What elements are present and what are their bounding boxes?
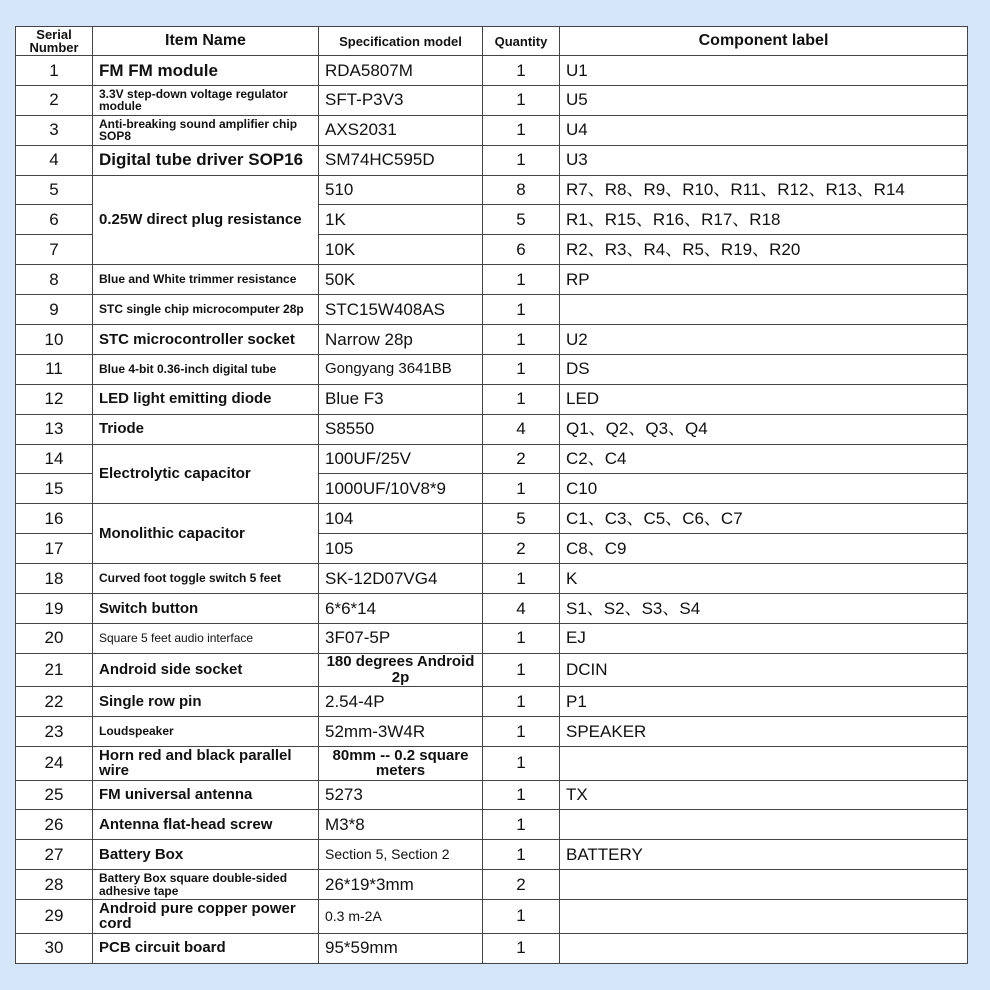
quantity-cell: 1 [483,933,560,963]
component-label-cell: C8、C9 [560,534,968,564]
spec-cell: SK-12D07VG4 [319,564,483,594]
table-row [16,414,968,444]
spec-cell: Gongyang 3641BB [319,354,483,384]
table-row [16,175,968,205]
spec-cell: 510 [319,175,483,205]
component-label-cell: C1、C3、C5、C6、C7 [560,504,968,534]
spec-cell: 80mm -- 0.2 square meters [319,747,483,781]
component-label-cell: U5 [560,85,968,115]
serial-cell: 14 [16,444,93,474]
spec-cell: 3F07-5P [319,623,483,653]
component-label-cell: DS [560,354,968,384]
spec-cell: M3*8 [319,810,483,840]
item-name-cell: Triode [93,414,319,444]
table-row [16,687,968,717]
table-row [16,444,968,474]
spec-cell: Section 5, Section 2 [319,840,483,870]
serial-cell: 8 [16,265,93,295]
quantity-cell: 4 [483,414,560,444]
table-row [16,85,968,115]
quantity-cell: 2 [483,534,560,564]
serial-cell: 30 [16,933,93,963]
table-row [16,504,968,534]
table-row [16,56,968,86]
table-row [16,265,968,295]
quantity-cell: 1 [483,810,560,840]
spec-cell: Blue F3 [319,384,483,414]
item-name-cell: STC microcontroller socket [93,325,319,355]
table-row [16,747,968,781]
serial-cell: 16 [16,504,93,534]
serial-cell: 19 [16,594,93,624]
spec-cell: 180 degrees Android 2p [319,653,483,687]
component-label-cell [560,295,968,325]
serial-cell: 3 [16,115,93,145]
quantity-cell: 1 [483,325,560,355]
table-row [16,810,968,840]
component-label-cell: R7、R8、R9、R10、R11、R12、R13、R14 [560,175,968,205]
quantity-cell: 1 [483,840,560,870]
spec-cell: 5273 [319,780,483,810]
spec-cell: 1K [319,205,483,235]
quantity-cell: 1 [483,474,560,504]
quantity-cell: 1 [483,780,560,810]
spec-cell: 105 [319,534,483,564]
spec-cell: AXS2031 [319,115,483,145]
quantity-cell: 1 [483,564,560,594]
item-name-cell: FM universal antenna [93,780,319,810]
table-row [16,870,968,900]
table-row [16,717,968,747]
table-row [16,933,968,963]
component-label-cell: U3 [560,145,968,175]
spec-cell: 0.3 m-2A [319,900,483,934]
spec-cell: SM74HC595D [319,145,483,175]
quantity-cell: 2 [483,444,560,474]
table-row [16,653,968,687]
quantity-cell: 5 [483,504,560,534]
item-name-cell: FM FM module [93,56,319,86]
quantity-cell: 5 [483,205,560,235]
item-name-cell: Curved foot toggle switch 5 feet [93,564,319,594]
serial-cell: 26 [16,810,93,840]
spec-cell: 2.54-4P [319,687,483,717]
serial-cell: 15 [16,474,93,504]
table-row [16,564,968,594]
component-label-cell: BATTERY [560,840,968,870]
quantity-cell: 1 [483,295,560,325]
spec-cell: 10K [319,235,483,265]
component-label-cell: U1 [560,56,968,86]
serial-cell: 13 [16,414,93,444]
serial-cell: 2 [16,85,93,115]
item-name-cell: Horn red and black parallel wire [93,747,319,781]
item-name-cell: Loudspeaker [93,717,319,747]
serial-cell: 28 [16,870,93,900]
item-name-cell: Single row pin [93,687,319,717]
spec-cell: 100UF/25V [319,444,483,474]
serial-cell: 6 [16,205,93,235]
item-name-cell: Battery Box square double-sided adhesive tape [93,870,319,900]
quantity-cell: 4 [483,594,560,624]
item-name-cell: Antenna flat-head screw [93,810,319,840]
component-label-cell: S1、S2、S3、S4 [560,594,968,624]
table-row [16,295,968,325]
component-label-cell [560,900,968,934]
spec-cell: 26*19*3mm [319,870,483,900]
header-specification-model: Specification model [319,27,483,56]
item-name-cell: Battery Box [93,840,319,870]
component-label-cell: C2、C4 [560,444,968,474]
table-row [16,623,968,653]
component-label-cell: TX [560,780,968,810]
component-label-cell: Q1、Q2、Q3、Q4 [560,414,968,444]
component-label-cell: U4 [560,115,968,145]
table-row [16,594,968,624]
item-name-cell: Android pure copper power cord [93,900,319,934]
serial-cell: 18 [16,564,93,594]
serial-cell: 27 [16,840,93,870]
component-label-cell: P1 [560,687,968,717]
serial-cell: 5 [16,175,93,205]
spec-cell: 52mm-3W4R [319,717,483,747]
table-row [16,115,968,145]
quantity-cell: 1 [483,265,560,295]
table-row [16,840,968,870]
serial-cell: 11 [16,354,93,384]
serial-cell: 7 [16,235,93,265]
quantity-cell: 8 [483,175,560,205]
component-label-cell: DCIN [560,653,968,687]
item-name-cell: LED light emitting diode [93,384,319,414]
item-name-cell: Blue 4-bit 0.36-inch digital tube [93,354,319,384]
spec-cell: STC15W408AS [319,295,483,325]
table-row [16,780,968,810]
item-name-cell: 3.3V step-down voltage regulator module [93,85,319,115]
component-label-cell: R2、R3、R4、R5、R19、R20 [560,235,968,265]
item-name-cell: Android side socket [93,653,319,687]
spec-cell: Narrow 28p [319,325,483,355]
serial-cell: 9 [16,295,93,325]
quantity-cell: 1 [483,717,560,747]
serial-cell: 10 [16,325,93,355]
header-quantity: Quantity [483,27,560,56]
spec-cell: S8550 [319,414,483,444]
component-label-cell: U2 [560,325,968,355]
quantity-cell: 1 [483,354,560,384]
quantity-cell: 2 [483,870,560,900]
serial-cell: 21 [16,653,93,687]
spec-cell: RDA5807M [319,56,483,86]
serial-cell: 22 [16,687,93,717]
quantity-cell: 1 [483,56,560,86]
item-name-cell: PCB circuit board [93,933,319,963]
spec-cell: 1000UF/10V8*9 [319,474,483,504]
bill-of-materials-table [15,26,968,964]
header-item-name: Item Name [93,27,319,56]
item-name-cell: Monolithic capacitor [93,504,319,564]
serial-cell: 4 [16,145,93,175]
serial-cell: 1 [16,56,93,86]
spec-cell: 95*59mm [319,933,483,963]
item-name-cell: Square 5 feet audio interface [93,623,319,653]
item-name-cell: Digital tube driver SOP16 [93,145,319,175]
item-name-cell: STC single chip microcomputer 28p [93,295,319,325]
serial-cell: 17 [16,534,93,564]
spec-cell: SFT-P3V3 [319,85,483,115]
spec-cell: 50K [319,265,483,295]
serial-cell: 25 [16,780,93,810]
item-name-cell: Anti-breaking sound amplifier chip SOP8 [93,115,319,145]
quantity-cell: 1 [483,85,560,115]
quantity-cell: 1 [483,115,560,145]
item-name-cell: Electrolytic capacitor [93,444,319,504]
serial-cell: 20 [16,623,93,653]
quantity-cell: 1 [483,687,560,717]
component-label-cell: EJ [560,623,968,653]
spec-cell: 104 [319,504,483,534]
quantity-cell: 1 [483,384,560,414]
component-label-cell: SPEAKER [560,717,968,747]
table-row [16,900,968,934]
quantity-cell: 1 [483,653,560,687]
component-label-cell: C10 [560,474,968,504]
component-label-cell [560,747,968,781]
header-serial-number: Serial Number [16,27,93,56]
item-name-cell: 0.25W direct plug resistance [93,175,319,265]
table-row [16,384,968,414]
component-label-cell [560,810,968,840]
header-row [16,27,968,56]
serial-cell: 23 [16,717,93,747]
item-name-cell: Switch button [93,594,319,624]
table-row [16,354,968,384]
header-component-label: Component label [560,27,968,56]
component-label-cell [560,933,968,963]
component-label-cell: LED [560,384,968,414]
quantity-cell: 1 [483,747,560,781]
table-row [16,325,968,355]
serial-cell: 29 [16,900,93,934]
table-row [16,145,968,175]
serial-cell: 24 [16,747,93,781]
quantity-cell: 1 [483,900,560,934]
quantity-cell: 1 [483,623,560,653]
quantity-cell: 1 [483,145,560,175]
component-label-cell [560,870,968,900]
component-label-cell: RP [560,265,968,295]
component-label-cell: R1、R15、R16、R17、R18 [560,205,968,235]
component-label-cell: K [560,564,968,594]
quantity-cell: 6 [483,235,560,265]
serial-cell: 12 [16,384,93,414]
spec-cell: 6*6*14 [319,594,483,624]
item-name-cell: Blue and White trimmer resistance [93,265,319,295]
